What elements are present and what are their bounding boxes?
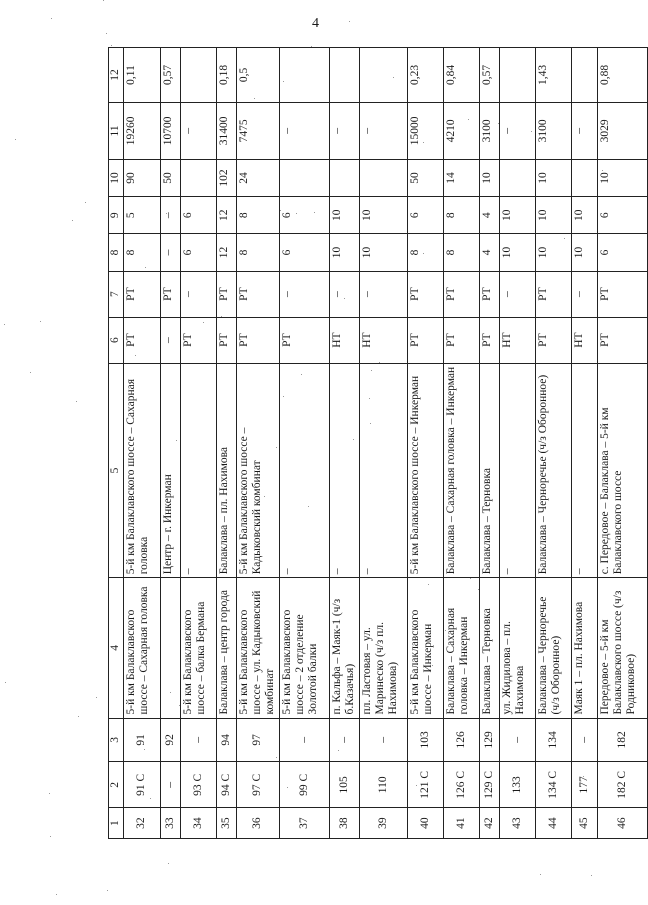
speck xyxy=(106,33,107,34)
cell-route: – xyxy=(329,718,359,762)
cell-c11: – xyxy=(279,102,329,159)
cell-c7: – xyxy=(329,271,359,317)
cell-c11: 3100 xyxy=(535,102,571,159)
cell-c9: 6 xyxy=(407,197,443,234)
column-header: 9 xyxy=(109,197,124,234)
cell-route: 134 xyxy=(535,718,571,762)
cell-code: 97 С xyxy=(237,762,280,808)
cell-c8: 10 xyxy=(359,234,407,271)
cell-code: 110 xyxy=(359,762,407,808)
column-header: 12 xyxy=(109,48,124,103)
cell-code: 177 xyxy=(571,762,597,808)
cell-c12: 0,84 xyxy=(443,48,479,103)
speck xyxy=(349,21,350,22)
cell-n: 41 xyxy=(443,808,479,839)
cell-c7: РТ xyxy=(217,271,237,317)
cell-code: 99 С xyxy=(279,762,329,808)
cell-path5: – xyxy=(181,363,217,578)
table-row xyxy=(237,48,280,839)
cell-c11: 7475 xyxy=(237,102,280,159)
cell-c6: РТ xyxy=(597,317,647,363)
table-body xyxy=(124,48,648,839)
cell-c12 xyxy=(359,48,407,103)
table-row xyxy=(217,48,237,839)
cell-n: 40 xyxy=(407,808,443,839)
cell-code: 134 С xyxy=(535,762,571,808)
cell-route: – xyxy=(181,718,217,762)
column-header: 3 xyxy=(109,718,124,762)
table-row xyxy=(443,48,479,839)
cell-n: 36 xyxy=(237,808,280,839)
cell-c7: РТ xyxy=(535,271,571,317)
cell-c10: 50 xyxy=(161,159,181,196)
cell-path4: Маяк 1 – пл. Нахимова xyxy=(571,578,597,718)
cell-path4: пл. Ластовая – ул. Маринеско (ч/з пл. Нахимова) xyxy=(359,578,407,718)
cell-path4: 5-й км Балаклавского шоссе – Инкерман xyxy=(407,578,443,718)
cell-route: 97 xyxy=(237,718,280,762)
cell-c12: 0,88 xyxy=(597,48,647,103)
cell-path5: 5-й км Балаклавского шоссе – Сахарная головка xyxy=(124,363,161,578)
cell-c6: РТ xyxy=(443,317,479,363)
cell-c8: 8 xyxy=(407,234,443,271)
cell-c7: РТ xyxy=(237,271,280,317)
cell-c10: 90 xyxy=(124,159,161,196)
cell-c9: 6 xyxy=(181,197,217,234)
cell-path4: Балаклава – центр города xyxy=(217,578,237,718)
cell-c7: РТ xyxy=(597,271,647,317)
cell-c6: НТ xyxy=(571,317,597,363)
table-row xyxy=(499,48,535,839)
cell-c7: РТ xyxy=(124,271,161,317)
cell-c12 xyxy=(329,48,359,103)
cell-c9: 4 xyxy=(479,197,499,234)
cell-c9: 6 xyxy=(597,197,647,234)
cell-code: 182 С xyxy=(597,762,647,808)
table-row xyxy=(479,48,499,839)
cell-c9: 6 xyxy=(279,197,329,234)
column-header: 6 xyxy=(109,317,124,363)
cell-route: 92 xyxy=(161,718,181,762)
cell-c11: 4210 xyxy=(443,102,479,159)
cell-c8: 6 xyxy=(279,234,329,271)
cell-c11: – xyxy=(359,102,407,159)
cell-path5: 5-й км Балаклавского шоссе – Кадыковский комбинат xyxy=(237,363,280,578)
cell-c11: – xyxy=(329,102,359,159)
speck xyxy=(56,894,57,895)
cell-c11: 10700 xyxy=(161,102,181,159)
cell-path4: Балаклава – Терновка xyxy=(479,578,499,718)
speck xyxy=(40,321,41,322)
header-row xyxy=(109,48,124,839)
cell-route: – xyxy=(571,718,597,762)
table-row xyxy=(407,48,443,839)
speck xyxy=(5,682,6,683)
cell-c9: 10 xyxy=(535,197,571,234)
cell-path4: Балаклава – Черноречье (ч/з Оборонное) xyxy=(535,578,571,718)
cell-c8: – xyxy=(161,234,181,271)
cell-c6: РТ xyxy=(279,317,329,363)
cell-n: 39 xyxy=(359,808,407,839)
cell-c6: РТ xyxy=(535,317,571,363)
cell-c6: – xyxy=(161,317,181,363)
column-header: 1 xyxy=(109,808,124,839)
cell-c12: 0,23 xyxy=(407,48,443,103)
page-number: 4 xyxy=(312,16,319,31)
cell-path5: Балаклава – Сахарная головка – Инкерман xyxy=(443,363,479,578)
column-header: 11 xyxy=(109,102,124,159)
column-header: 4 xyxy=(109,578,124,718)
speck xyxy=(107,890,108,891)
cell-c8: 10 xyxy=(571,234,597,271)
cell-c9: 5 xyxy=(124,197,161,234)
cell-c8: 12 xyxy=(217,234,237,271)
cell-c6: РТ xyxy=(217,317,237,363)
cell-c7: РТ xyxy=(479,271,499,317)
cell-path4 xyxy=(161,578,181,718)
table-row xyxy=(535,48,571,839)
cell-path5: – xyxy=(571,363,597,578)
table-row xyxy=(181,48,217,839)
column-header: 7 xyxy=(109,271,124,317)
cell-c8: 6 xyxy=(181,234,217,271)
cell-c10: 14 xyxy=(443,159,479,196)
cell-path5: Балаклава – Черноречье (ч/з Оборонное) xyxy=(535,363,571,578)
speck xyxy=(85,202,86,203)
cell-n: 45 xyxy=(571,808,597,839)
cell-route: 103 xyxy=(407,718,443,762)
cell-c8: 8 xyxy=(237,234,280,271)
cell-code: 105 xyxy=(329,762,359,808)
cell-c9: 8 xyxy=(443,197,479,234)
cell-n: 43 xyxy=(499,808,535,839)
cell-path4: 5-й км Балаклавского шоссе – ул. Кадыковский комбинат xyxy=(237,578,280,718)
cell-c7: – xyxy=(279,271,329,317)
cell-c11: – xyxy=(181,102,217,159)
speck xyxy=(51,18,52,19)
cell-c10 xyxy=(499,159,535,196)
cell-c12 xyxy=(279,48,329,103)
cell-c10 xyxy=(359,159,407,196)
speck xyxy=(15,139,16,140)
cell-code: 91 С xyxy=(124,762,161,808)
cell-path4: Передовое – 5-й км Балаклавского шоссе (ч/з Родниковое) xyxy=(597,578,647,718)
speck xyxy=(591,875,592,876)
cell-c10 xyxy=(329,159,359,196)
cell-path4: 5-й км Балаклавского шоссе – балка Бермана xyxy=(181,578,217,718)
cell-c10 xyxy=(571,159,597,196)
cell-path4: Балаклава – Сахарная головка – Инкерман xyxy=(443,578,479,718)
cell-c8: 4 xyxy=(479,234,499,271)
cell-c6: РТ xyxy=(124,317,161,363)
speck xyxy=(50,836,51,837)
cell-c7: РТ xyxy=(443,271,479,317)
cell-c12 xyxy=(571,48,597,103)
speck xyxy=(103,0,104,1)
cell-c7: – xyxy=(571,271,597,317)
cell-c10: 10 xyxy=(535,159,571,196)
rotated-table-container xyxy=(108,47,638,839)
cell-c6: РТ xyxy=(407,317,443,363)
column-header: 2 xyxy=(109,762,124,808)
speck xyxy=(78,716,79,717)
cell-n: 44 xyxy=(535,808,571,839)
cell-c11: 19260 xyxy=(124,102,161,159)
cell-route: – xyxy=(499,718,535,762)
cell-c10: 102 xyxy=(217,159,237,196)
cell-c7: – xyxy=(499,271,535,317)
cell-c6: НТ xyxy=(499,317,535,363)
routes-table xyxy=(108,47,648,839)
speck xyxy=(96,697,97,698)
cell-c6: РТ xyxy=(479,317,499,363)
cell-path4: 5-й км Балаклавского шоссе – Сахарная головка xyxy=(124,578,161,718)
cell-code: 121 С xyxy=(407,762,443,808)
cell-c9: 12 xyxy=(217,197,237,234)
cell-c9: 10 xyxy=(499,197,535,234)
cell-path5: – xyxy=(359,363,407,578)
speck xyxy=(111,45,112,46)
cell-n: 46 xyxy=(597,808,647,839)
cell-c8: 8 xyxy=(124,234,161,271)
table-row xyxy=(359,48,407,839)
cell-c10: 24 xyxy=(237,159,280,196)
cell-c8: 10 xyxy=(329,234,359,271)
column-header: 8 xyxy=(109,234,124,271)
cell-c12: 0,18 xyxy=(217,48,237,103)
table-row xyxy=(597,48,647,839)
cell-route: – xyxy=(279,718,329,762)
cell-c10: 10 xyxy=(597,159,647,196)
cell-code: 93 С xyxy=(181,762,217,808)
cell-c11: 31400 xyxy=(217,102,237,159)
cell-c7: – xyxy=(359,271,407,317)
cell-c12: 0,5 xyxy=(237,48,280,103)
cell-c9: 10 xyxy=(329,197,359,234)
cell-c12: 0,57 xyxy=(479,48,499,103)
cell-path5: Балаклава – пл. Нахимова xyxy=(217,363,237,578)
cell-code: 129 С xyxy=(479,762,499,808)
cell-c6: РТ xyxy=(181,317,217,363)
cell-n: 33 xyxy=(161,808,181,839)
cell-path5: Центр – г. Инкерман xyxy=(161,363,181,578)
cell-path5: – xyxy=(279,363,329,578)
cell-c8: 10 xyxy=(535,234,571,271)
cell-c11: 3029 xyxy=(597,102,647,159)
cell-c11: 15000 xyxy=(407,102,443,159)
cell-c12: 0,11 xyxy=(124,48,161,103)
cell-c6: НТ xyxy=(329,317,359,363)
table-row xyxy=(279,48,329,839)
cell-c12 xyxy=(499,48,535,103)
speck xyxy=(72,220,73,221)
cell-c9: – xyxy=(161,197,181,234)
speck xyxy=(540,874,541,875)
cell-path5: – xyxy=(329,363,359,578)
cell-c8: 8 xyxy=(443,234,479,271)
cell-c8: 6 xyxy=(597,234,647,271)
cell-c9: 10 xyxy=(571,197,597,234)
cell-code: 126 С xyxy=(443,762,479,808)
cell-c6: НТ xyxy=(359,317,407,363)
table-row xyxy=(571,48,597,839)
cell-code: – xyxy=(161,762,181,808)
cell-code: 94 С xyxy=(217,762,237,808)
speck xyxy=(168,863,169,864)
cell-c7: – xyxy=(181,271,217,317)
cell-route: 182 xyxy=(597,718,647,762)
speck xyxy=(4,324,5,325)
table-row xyxy=(161,48,181,839)
cell-c10 xyxy=(181,159,217,196)
cell-c8: 10 xyxy=(499,234,535,271)
cell-route: 91 xyxy=(124,718,161,762)
cell-c11: 3100 xyxy=(479,102,499,159)
cell-path5: – xyxy=(499,363,535,578)
table-row xyxy=(124,48,161,839)
column-header: 10 xyxy=(109,159,124,196)
cell-c7: РТ xyxy=(161,271,181,317)
cell-c7: РТ xyxy=(407,271,443,317)
cell-c9: 10 xyxy=(359,197,407,234)
cell-path5: Балаклава – Терновка xyxy=(479,363,499,578)
cell-code: 133 xyxy=(499,762,535,808)
cell-path4: ул. Жидилова – пл. Нахимова xyxy=(499,578,535,718)
cell-n: 32 xyxy=(124,808,161,839)
cell-c12: 0,57 xyxy=(161,48,181,103)
cell-c6: РТ xyxy=(237,317,280,363)
cell-c10: 50 xyxy=(407,159,443,196)
cell-n: 37 xyxy=(279,808,329,839)
cell-c11: – xyxy=(499,102,535,159)
cell-path5: 5-й км Балаклавского шоссе – Инкерман xyxy=(407,363,443,578)
cell-n: 42 xyxy=(479,808,499,839)
cell-route: 126 xyxy=(443,718,479,762)
cell-n: 35 xyxy=(217,808,237,839)
cell-c10: 10 xyxy=(479,159,499,196)
speck xyxy=(49,793,50,794)
cell-path4: п. Кальфа – Маяк-1 (ч/з б.Казачья) xyxy=(329,578,359,718)
speck xyxy=(30,372,31,373)
cell-c9: 8 xyxy=(237,197,280,234)
cell-route: 94 xyxy=(217,718,237,762)
cell-n: 34 xyxy=(181,808,217,839)
speck xyxy=(76,401,77,402)
cell-route: – xyxy=(359,718,407,762)
cell-c12: 1,43 xyxy=(535,48,571,103)
cell-c11: – xyxy=(571,102,597,159)
table-row xyxy=(329,48,359,839)
cell-c10 xyxy=(279,159,329,196)
cell-c12 xyxy=(181,48,217,103)
cell-path5: с. Передовое – Балаклава – 5-й км Балаклавского шоссе xyxy=(597,363,647,578)
cell-n: 38 xyxy=(329,808,359,839)
cell-route: 129 xyxy=(479,718,499,762)
column-header: 5 xyxy=(109,363,124,578)
cell-path4: 5-й км Балаклавского шоссе – 2 отделение Золотой балки xyxy=(279,578,329,718)
